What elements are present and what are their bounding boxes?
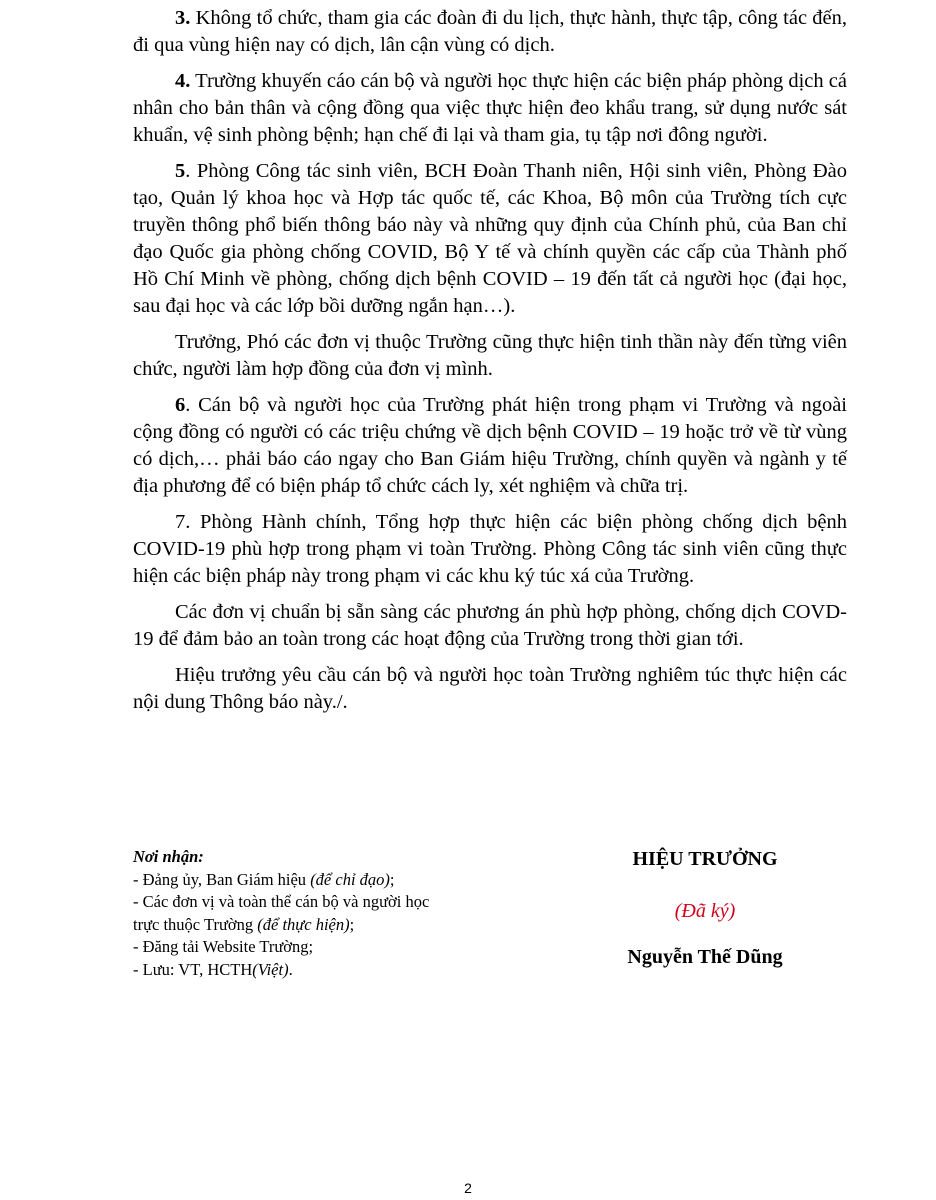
page-number: 2: [464, 1180, 472, 1196]
recipient-text: - Lưu: VT, HCTH: [133, 959, 253, 979]
recipient-line: [133, 959, 523, 982]
item-number: 6: [175, 394, 186, 416]
signature-block: [600, 846, 810, 970]
paragraph-4: [133, 68, 847, 149]
paragraph-5: [133, 158, 847, 320]
paragraph-text: Trưởng, Phó các đơn vị thuộc Trường cũng thực hiện tinh thần này đến từng viên chức, người làm hợp đồng của đơn vị mình.: [133, 331, 847, 380]
paragraph-text: Hiệu trưởng yêu cầu cán bộ và người học toàn Trường nghiêm túc thực hiện các nội dung Thông báo này./.: [133, 664, 847, 713]
recipient-purpose: (để chỉ đạo): [310, 869, 390, 889]
paragraph-5-sub: [133, 329, 847, 383]
paragraph-3: [133, 5, 847, 59]
recipient-line: [133, 914, 523, 937]
recipient-line: - Các đơn vị và toàn thể cán bộ và người học: [133, 892, 430, 911]
paragraph-text: . Cán bộ và người học của Trường phát hiện trong phạm vi Trường và ngoài cộng đồng có người có các triệu chứng về dịch bệnh COVID – 19 hoặc trở về từ vùng có dịch,… phải báo cáo ngay cho Ban Giám hiệu Trường, chính quyền và ngành y tế địa phương để có biện pháp tổ chức cách ly, xét nghiệm và chữa trị.: [133, 394, 847, 497]
recipient-purpose: (để thực hiện): [257, 914, 350, 934]
recipient-line: [133, 869, 523, 892]
signer-title: HIỆU TRƯỞNG: [632, 848, 778, 870]
paragraph-units: [133, 599, 847, 653]
recipient-punct: .: [288, 959, 293, 979]
signer-name: Nguyễn Thế Dũng: [627, 946, 783, 968]
paragraph-6: [133, 392, 847, 500]
item-number: 3.: [175, 7, 191, 29]
paragraph-text: 7. Phòng Hành chính, Tổng hợp thực hiện các biện phòng chống dịch bệnh COVID-19 phù hợp trong phạm vi toàn Trường. Phòng Công tác sinh viên cũng thực hiện các biện pháp này trong phạm vi các khu ký túc xá của Trường.: [133, 511, 847, 587]
paragraph-text: Không tổ chức, tham gia các đoàn đi du lịch, thực hành, thực tập, công tác đến, đi qua vùng hiện nay có dịch, lân cận vùng có dịch.: [133, 7, 847, 56]
recipient-punct: ;: [389, 869, 395, 889]
signed-note: (Đã ký): [674, 900, 736, 922]
recipient-text: - Đảng ủy, Ban Giám hiệu: [133, 869, 311, 889]
paragraph-text: Trường khuyến cáo cán bộ và người học thực hiện các biện pháp phòng dịch cá nhân cho bản thân và cộng đồng qua việc thực hiện đeo khẩu trang, sử dụng nước sát khuẩn, vệ sinh phòng bệnh; hạn chế đi lại và tham gia, tụ tập nơi đông người.: [133, 70, 847, 146]
recipient-text: trực thuộc Trường: [133, 914, 258, 934]
recipient-purpose: (Việt): [252, 959, 289, 979]
recipients-block: [133, 846, 523, 981]
paragraph-text: . Phòng Công tác sinh viên, BCH Đoàn Thanh niên, Hội sinh viên, Phòng Đào tạo, Quản lý khoa học và Hợp tác quốc tế, các Khoa, Bộ môn của Trường tích cực truyền thông phổ biến thông báo này và những quy định của Chính phủ, của Ban chỉ đạo Quốc gia phòng chống COVID, Bộ Y tế và chính quyền các cấp của Thành phố Hồ Chí Minh về phòng, chống dịch bệnh COVID – 19 đến tất cả người học (đại học, sau đại học và các lớp bồi dưỡng ngắn hạn…).: [133, 160, 847, 317]
body-text: [133, 5, 847, 725]
paragraph-closing: [133, 662, 847, 716]
paragraph-7: [133, 509, 847, 590]
recipient-punct: ;: [349, 914, 355, 934]
item-number: 5: [175, 160, 186, 182]
recipient-line: - Đăng tải Website Trường;: [133, 937, 314, 956]
paragraph-text: Các đơn vị chuẩn bị sẵn sàng các phương án phù hợp phòng, chống dịch COVD-19 để đảm bảo an toàn trong các hoạt động của Trường trong thời gian tới.: [133, 601, 847, 650]
item-number: 4.: [175, 70, 191, 92]
recipients-heading: Nơi nhận:: [133, 847, 204, 866]
